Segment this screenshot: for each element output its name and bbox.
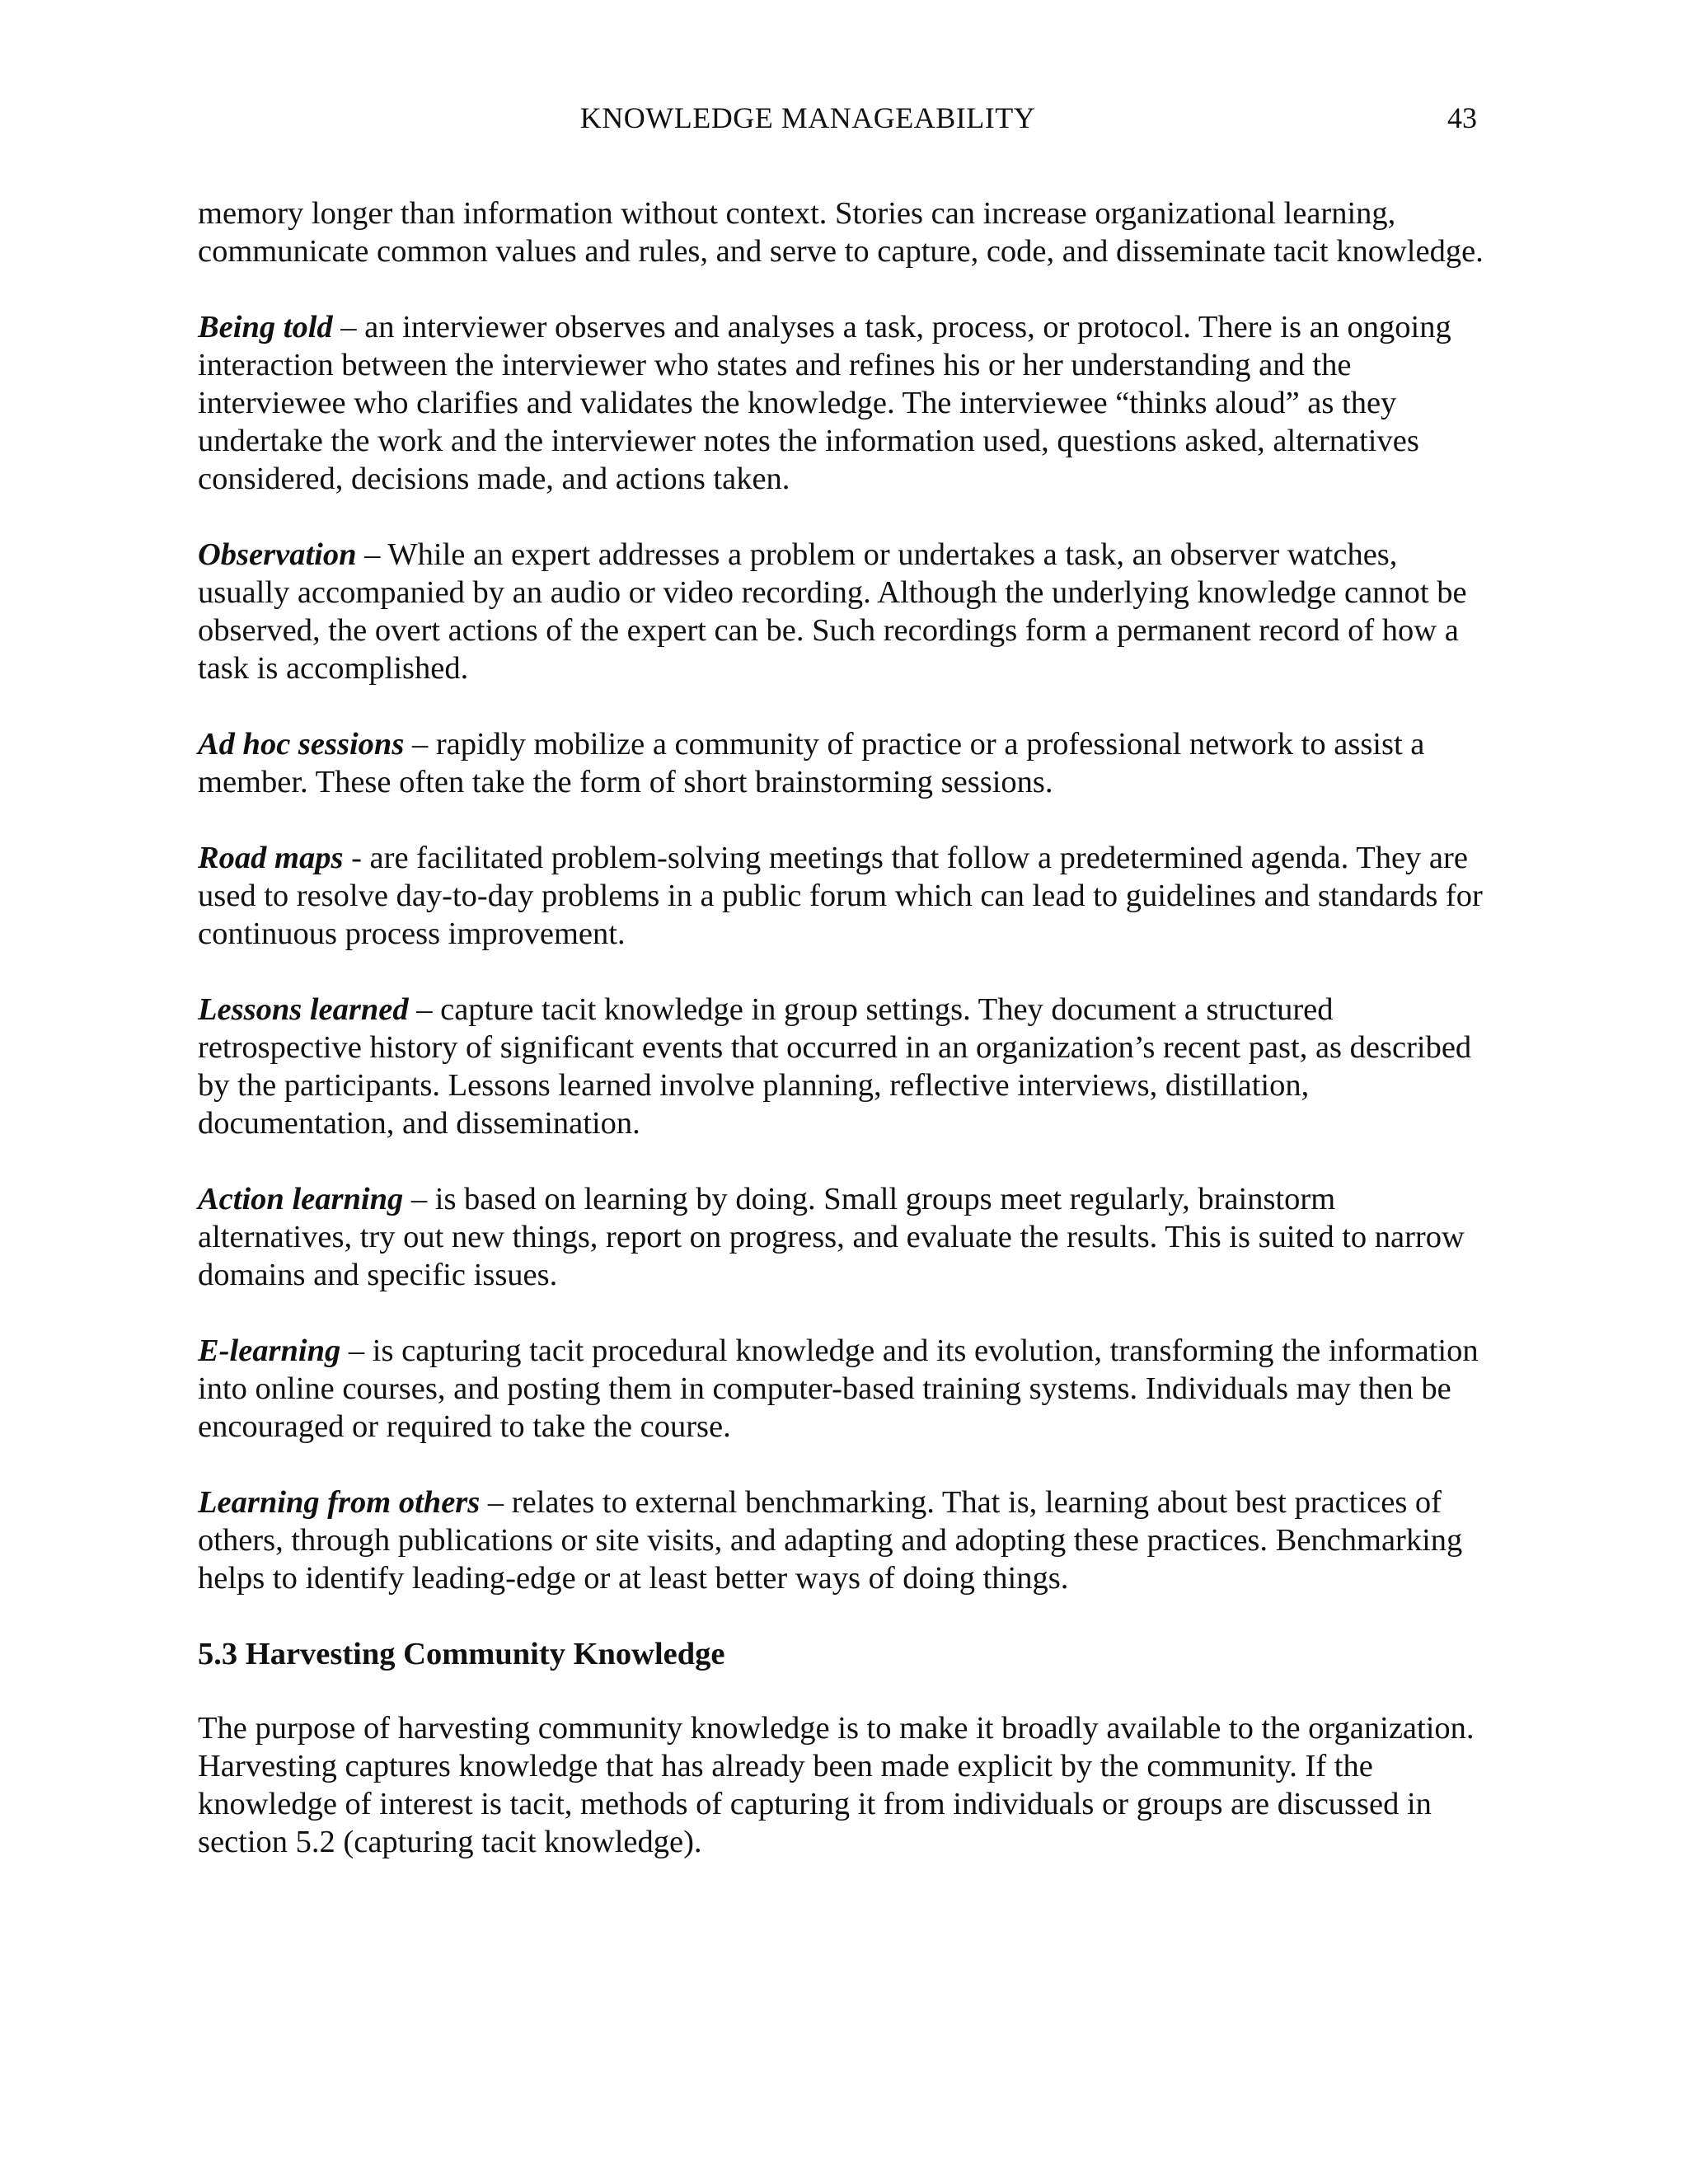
running-title: KNOWLEDGE MANAGEABILITY [579, 101, 1036, 134]
method-lessons-learned [198, 991, 1484, 1142]
method-description: – capture tacit knowledge in group settings. They document a structured retrospective history of significant events that occurred in an organization’s recent past, as described by the participants. Lessons learned involve planning, reflective interviews, distillation, documentation, and dissemination. [198, 992, 1472, 1141]
method-description: – rapidly mobilize a community of practice or a professional network to assist a member. These often take the form of short brainstorming sessions. [198, 727, 1425, 799]
method-road-maps [198, 839, 1484, 953]
method-term: Action learning [198, 1182, 404, 1216]
method-term: Learning from others [198, 1485, 481, 1520]
method-description: – relates to external benchmarking. That is, learning about best practices of others, through publications or site visits, and adapting and adopting these practices. Benchmarking helps to identify leading-edge or at least better ways of doing things. [198, 1485, 1463, 1596]
intro-paragraph: memory longer than information without context. Stories can increase organizational learning, communicate common values and rules, and serve to capture, code, and disseminate tacit knowledge. [198, 196, 1484, 269]
running-header [0, 97, 1688, 138]
method-description: - are facilitated problem-solving meetings that follow a predetermined agenda. They are used to resolve day-to-day problems in a public forum which can lead to guidelines and standards for continuous process improvement. [198, 841, 1483, 951]
page-number: 43 [1447, 101, 1477, 134]
body-text [198, 194, 1484, 1899]
method-description: – is capturing tacit procedural knowledge and its evolution, transforming the information into online courses, and posting them in computer-based training systems. Individuals may then be encouraged or required to take the course. [198, 1333, 1479, 1444]
section-paragraph: The purpose of harvesting community knowledge is to make it broadly available to the organization. Harvesting captures knowledge that has already been made explicit by the community. If the knowledge of interest is tacit, methods of capturing it from individuals or groups are discussed in section 5.2 (capturing tacit knowledge). [198, 1711, 1475, 1859]
method-observation [198, 536, 1484, 687]
method-term: Observation [198, 537, 357, 572]
method-term: E-learning [198, 1333, 341, 1368]
section-heading: 5.3 Harvesting Community Knowledge [198, 1637, 725, 1671]
method-term: Lessons learned [198, 992, 409, 1027]
method-action-learning [198, 1180, 1484, 1294]
method-description: – While an expert addresses a problem or undertakes a task, an observer watches, usually accompanied by an audio or video recording. Although the underlying knowledge cannot be observed, the overt actions of the expert can be. Such recordings form a permanent record of how a task is accomplished. [198, 537, 1467, 686]
method-ad-hoc-sessions [198, 725, 1484, 801]
method-term: Ad hoc sessions [198, 727, 405, 762]
method-being-told [198, 308, 1484, 498]
method-e-learning [198, 1332, 1484, 1446]
method-description: – is based on learning by doing. Small groups meet regularly, brainstorm alternatives, try out new things, report on progress, and evaluate the results. This is suited to narrow domains and specific issues. [198, 1182, 1465, 1292]
method-term: Being told [198, 310, 333, 344]
method-learning-from-others [198, 1483, 1484, 1597]
method-term: Road maps [198, 841, 344, 875]
method-description: – an interviewer observes and analyses a task, process, or protocol. There is an ongoing interaction between the interviewer who states and refines his or her understanding and the interviewee who clarifies and validates the knowledge. The interviewee “thinks aloud” as they undertake the work and the interviewer notes the information used, questions asked, alternatives considered, decisions made, and actions taken. [198, 310, 1451, 496]
